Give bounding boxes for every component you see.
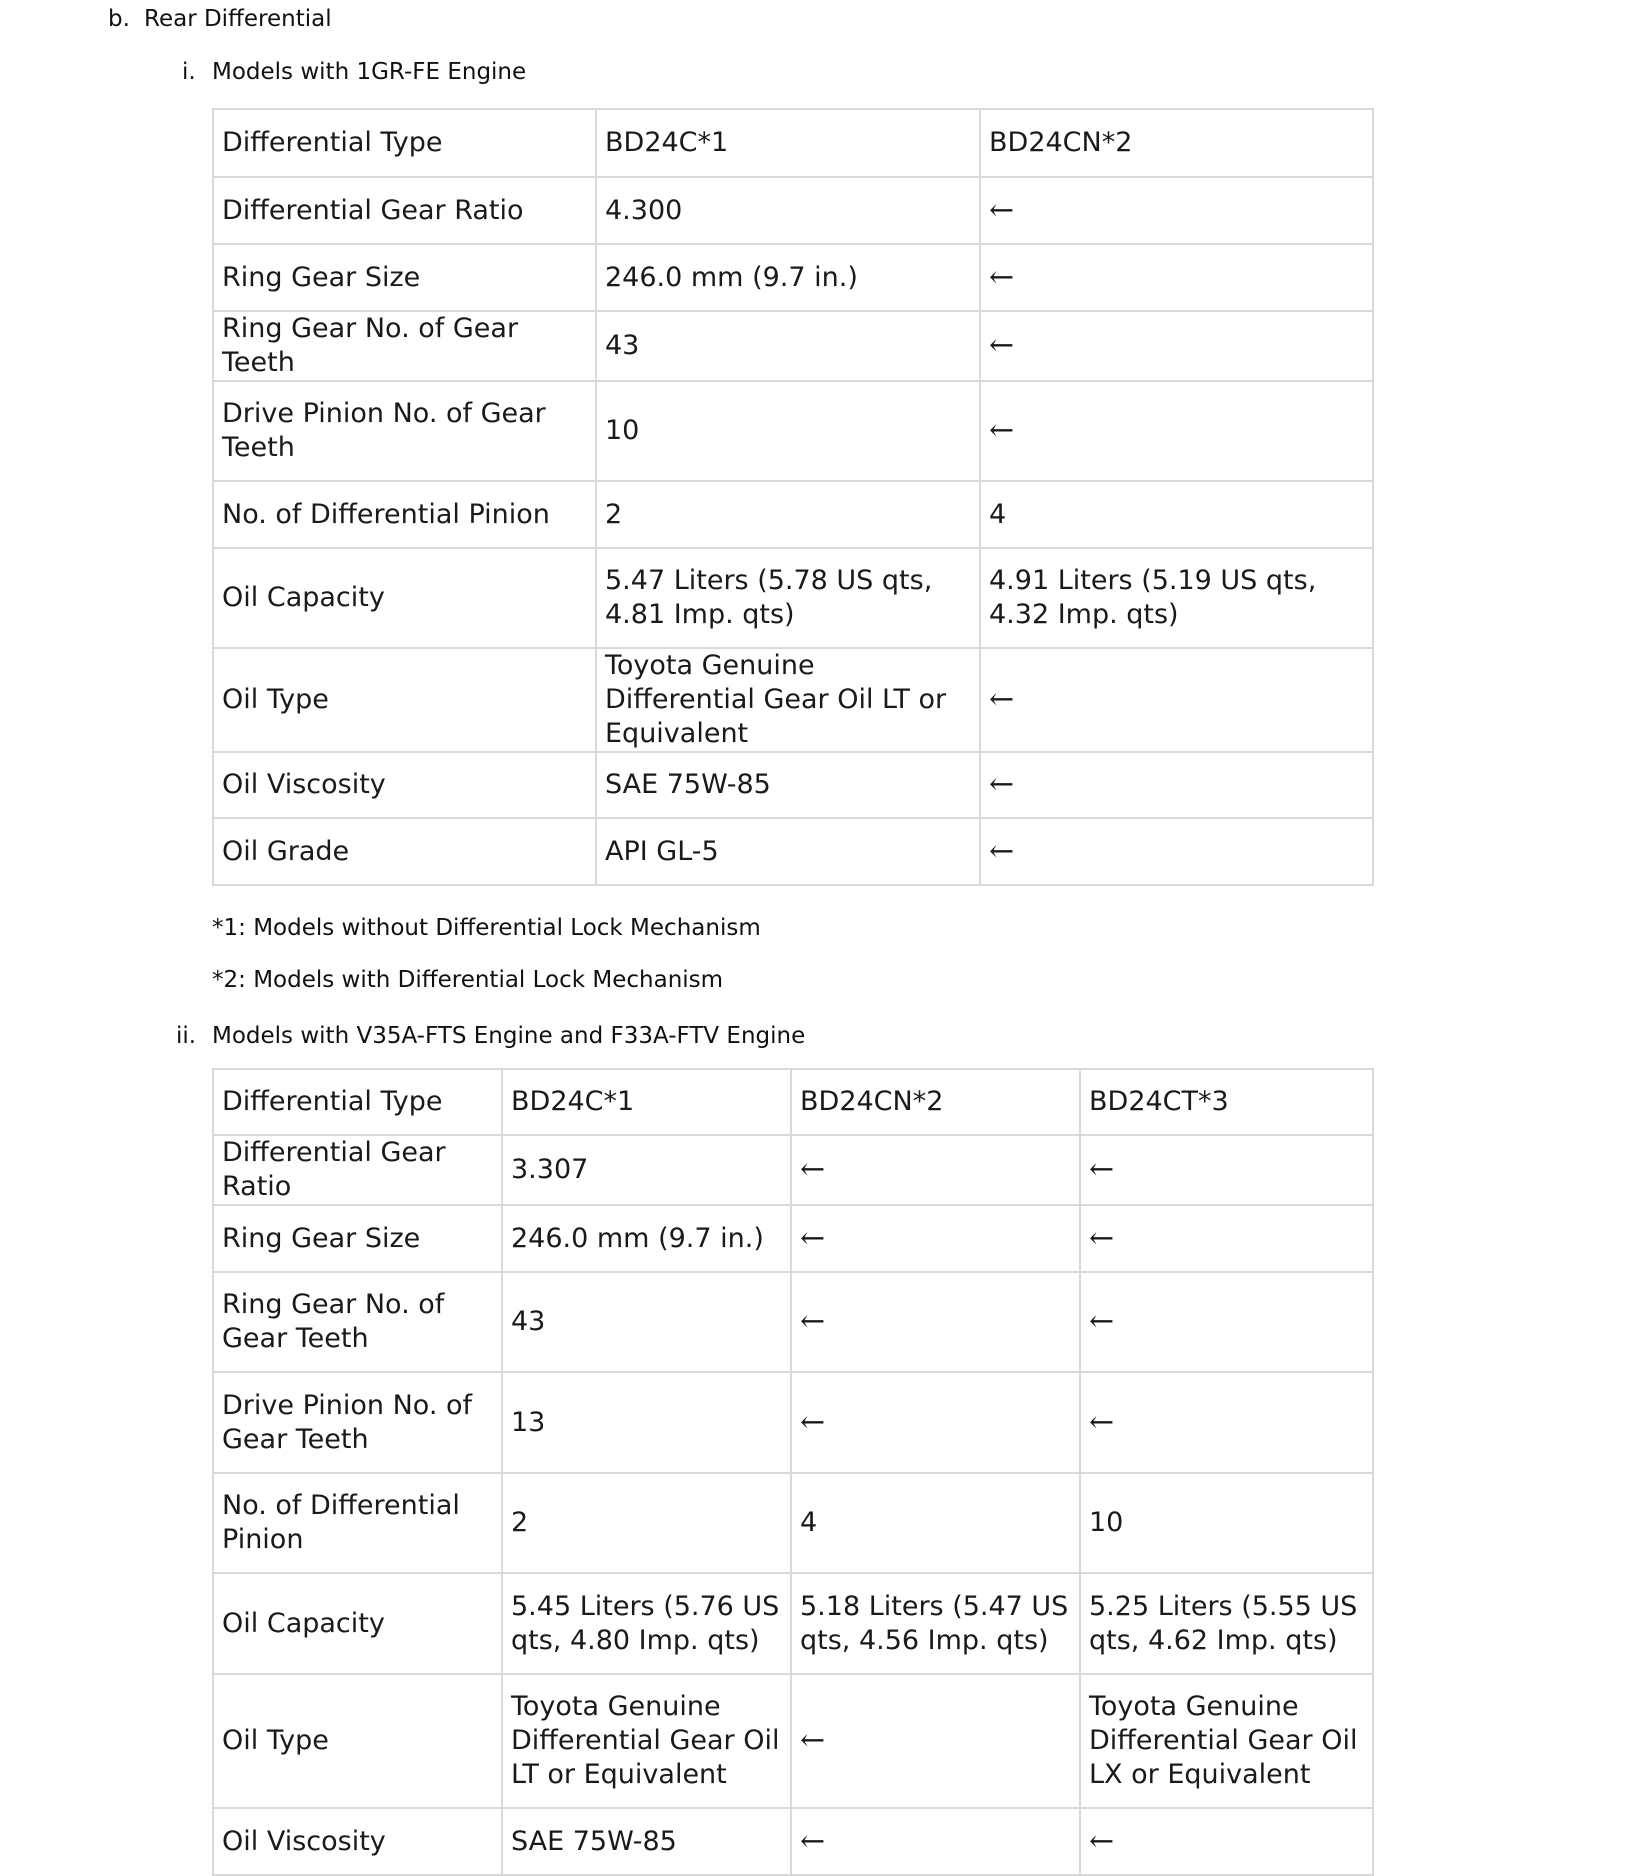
spec-table-1gr-fe: [212, 108, 1374, 886]
table-row: [213, 1473, 1373, 1573]
table-row: [213, 1573, 1373, 1674]
spec-table-v35a-f33a: [212, 1068, 1374, 1876]
table-row: [213, 648, 1373, 752]
table-cell: API GL-5: [596, 818, 980, 885]
section-heading-rear-differential: [108, 5, 332, 33]
table-cell: SAE 75W-85: [596, 752, 980, 818]
same-as-left-arrow: ←: [791, 1272, 1080, 1372]
table-row: [213, 244, 1373, 311]
table-cell: 4: [791, 1473, 1080, 1573]
table-cell: Toyota Genuine Differential Gear Oil LX or Equivalent: [1080, 1674, 1373, 1808]
row-label: Differential Gear Ratio: [213, 1135, 502, 1205]
table-cell: 5.25 Liters (5.55 US qts, 4.62 Imp. qts): [1080, 1573, 1373, 1674]
table-cell: BD24C*1: [502, 1069, 791, 1135]
table-cell: 246.0 mm (9.7 in.): [596, 244, 980, 311]
row-label: Ring Gear Size: [213, 1205, 502, 1272]
table-cell: SAE 75W-85: [502, 1808, 791, 1875]
table-cell: Toyota Genuine Differential Gear Oil LT or Equivalent: [596, 648, 980, 752]
subsection-title: Models with 1GR-FE Engine: [212, 59, 527, 85]
same-as-left-arrow: ←: [791, 1372, 1080, 1473]
table-row: [213, 1372, 1373, 1473]
same-as-left-arrow: ←: [1080, 1808, 1373, 1875]
row-label: Differential Type: [213, 109, 596, 177]
table-cell: 5.18 Liters (5.47 US qts, 4.56 Imp. qts): [791, 1573, 1080, 1674]
row-label: Drive Pinion No. of Gear Teeth: [213, 381, 596, 481]
row-label: Differential Gear Ratio: [213, 177, 596, 244]
same-as-left-arrow: ←: [1080, 1205, 1373, 1272]
row-label: No. of Differential Pinion: [213, 481, 596, 548]
table-row: [213, 752, 1373, 818]
table-row: [213, 818, 1373, 885]
row-label: Oil Type: [213, 1674, 502, 1808]
row-label: Ring Gear Size: [213, 244, 596, 311]
table-cell: BD24C*1: [596, 109, 980, 177]
table-cell: BD24CT*3: [1080, 1069, 1373, 1135]
table-cell: 5.45 Liters (5.76 US qts, 4.80 Imp. qts): [502, 1573, 791, 1674]
table-row: [213, 177, 1373, 244]
row-label: Ring Gear No. of Gear Teeth: [213, 1272, 502, 1372]
same-as-left-arrow: ←: [791, 1205, 1080, 1272]
same-as-left-arrow: ←: [791, 1135, 1080, 1205]
table-row: [213, 311, 1373, 381]
same-as-left-arrow: ←: [1080, 1135, 1373, 1205]
table-cell: 246.0 mm (9.7 in.): [502, 1205, 791, 1272]
table-cell: 13: [502, 1372, 791, 1473]
same-as-left-arrow: ←: [980, 752, 1373, 818]
table-cell: 10: [596, 381, 980, 481]
row-label: Oil Type: [213, 648, 596, 752]
table-cell: Toyota Genuine Differential Gear Oil LT or Equivalent: [502, 1674, 791, 1808]
list-marker: i.: [182, 59, 196, 85]
list-marker: ii.: [176, 1023, 197, 1049]
subsection-heading-1gr-fe: [182, 58, 526, 86]
table-row: [213, 1272, 1373, 1372]
same-as-left-arrow: ←: [980, 177, 1373, 244]
same-as-left-arrow: ←: [980, 648, 1373, 752]
row-label: Oil Grade: [213, 818, 596, 885]
row-label: No. of Differential Pinion: [213, 1473, 502, 1573]
footnote: *1: Models without Differential Lock Mechanism: [212, 915, 761, 941]
section-title: Rear Differential: [144, 6, 332, 32]
table-cell: 2: [502, 1473, 791, 1573]
table-row: [213, 481, 1373, 548]
row-label: Oil Viscosity: [213, 752, 596, 818]
same-as-left-arrow: ←: [980, 381, 1373, 481]
same-as-left-arrow: ←: [1080, 1372, 1373, 1473]
table-row: [213, 548, 1373, 648]
row-label: Oil Capacity: [213, 548, 596, 648]
same-as-left-arrow: ←: [1080, 1272, 1373, 1372]
same-as-left-arrow: ←: [791, 1808, 1080, 1875]
row-label: Oil Viscosity: [213, 1808, 502, 1875]
table-row: [213, 1205, 1373, 1272]
table-row: [213, 109, 1373, 177]
table-row: [213, 1808, 1373, 1875]
table-cell: BD24CN*2: [791, 1069, 1080, 1135]
same-as-left-arrow: ←: [791, 1674, 1080, 1808]
subsection-heading-v35a-f33a: [176, 1022, 805, 1050]
row-label: Drive Pinion No. of Gear Teeth: [213, 1372, 502, 1473]
table-cell: 4: [980, 481, 1373, 548]
same-as-left-arrow: ←: [980, 818, 1373, 885]
footnote: *2: Models with Differential Lock Mechanism: [212, 967, 724, 993]
table-cell: 43: [502, 1272, 791, 1372]
table-cell: 4.91 Liters (5.19 US qts, 4.32 Imp. qts): [980, 548, 1373, 648]
table-row: [213, 1135, 1373, 1205]
table-row: [213, 1674, 1373, 1808]
table-cell: 5.47 Liters (5.78 US qts, 4.81 Imp. qts): [596, 548, 980, 648]
table-cell: BD24CN*2: [980, 109, 1373, 177]
table-cell: 10: [1080, 1473, 1373, 1573]
same-as-left-arrow: ←: [980, 244, 1373, 311]
subsection-title: Models with V35A-FTS Engine and F33A-FTV Engine: [212, 1023, 806, 1049]
row-label: Differential Type: [213, 1069, 502, 1135]
table-cell: 4.300: [596, 177, 980, 244]
row-label: Ring Gear No. of Gear Teeth: [213, 311, 596, 381]
same-as-left-arrow: ←: [980, 311, 1373, 381]
list-marker: b.: [108, 6, 130, 32]
row-label: Oil Capacity: [213, 1573, 502, 1674]
table-cell: 2: [596, 481, 980, 548]
table-cell: 3.307: [502, 1135, 791, 1205]
table-row: [213, 1069, 1373, 1135]
table-cell: 43: [596, 311, 980, 381]
table-row: [213, 381, 1373, 481]
